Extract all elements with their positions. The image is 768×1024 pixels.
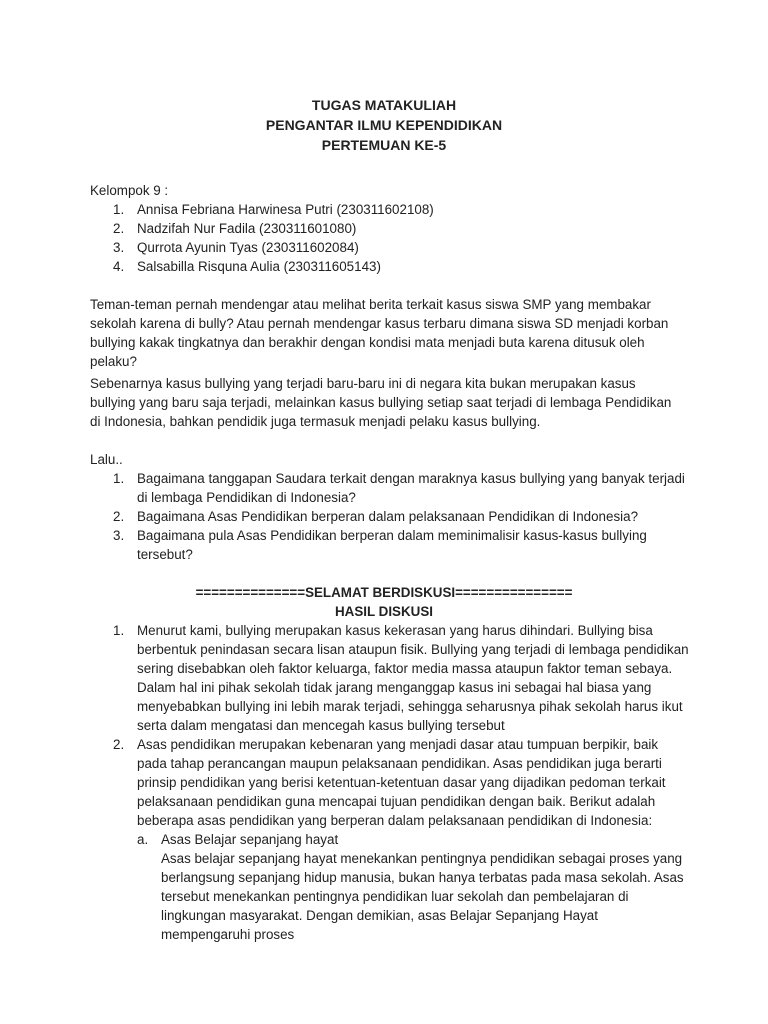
list-number: 3.	[113, 528, 125, 543]
list-item	[90, 526, 690, 564]
list-item	[90, 219, 690, 238]
sub-item-title: Asas Belajar sepanjang hayat	[161, 832, 339, 847]
intro-paragraph-2: Sebenarnya kasus bullying yang terjadi baru-baru ini di negara kita bukan merupakan kasus bullying yang baru saja terjadi, melainkan kasus bullying setiap saat terjadi di lembaga Pendidikan di Indonesia, bahkan pendidik juga termasuk menjadi pelaku kasus bullying.	[90, 376, 672, 429]
discussion-text: Menurut kami, bullying merupakan kasus kekerasan yang harus dihindari. Bullying bisa berbentuk penindasan secara lisan ataupun fisik. Bullying yang terjadi di lembaga pendidikan sering disebabkan oleh faktor keluarga, faktor media massa ataupun faktor teman sebaya. Dalam hal ini pihak sekolah tidak jarang menganggap kasus ini sebagai hal biasa yang menyebabkan bullying ini lebih marak terjadi, sehingga seharusnya pihak sekolah harus ikut serta dalam mengatasi dan mencegah kasus bullying tersebut	[137, 623, 689, 733]
list-item	[90, 257, 690, 276]
list-number: 1.	[113, 202, 125, 217]
question-text: Bagaimana pula Asas Pendidikan berperan dalam meminimalisir kasus-kasus bullying tersebut?	[137, 528, 647, 562]
questions-label: Lalu..	[90, 452, 123, 467]
member-name: Salsabilla Risquna Aulia (230311605143)	[137, 259, 381, 274]
group-label: Kelompok 9 :	[90, 183, 169, 198]
title-line-1: TUGAS MATAKULIAH	[311, 97, 457, 113]
intro-paragraph-1: Teman-teman pernah mendengar atau melihat berita terkait kasus siswa SMP yang membakar sekolah karena di bully? Atau pernah mendengar kasus terbaru dimana siswa SD menjadi korban bullying kakak tingkatnya dan berakhir dengan kondisi mata menjadi buta karena ditusuk oleh pelaku?	[90, 297, 669, 369]
sub-list-letter: a.	[137, 832, 149, 847]
member-name: Nadzifah Nur Fadila (230311601080)	[137, 221, 357, 236]
title-line-3: PERTEMUAN KE-5	[321, 137, 447, 153]
list-number: 2.	[113, 737, 125, 752]
document-title	[0, 95, 768, 155]
discussion-list	[90, 621, 690, 944]
title-line-2: PENGANTAR ILMU KEPENDIDIKAN	[265, 117, 503, 133]
discussion-heading: HASIL DISKUSI	[335, 604, 433, 619]
member-list	[90, 200, 690, 276]
list-item	[90, 507, 690, 526]
list-number: 1.	[113, 623, 125, 638]
list-number: 2.	[113, 221, 125, 236]
sub-item-text: Asas belajar sepanjang hayat menekankan pentingnya pendidikan sebagai proses yang berlangsung sepanjang hidup manusia, bukan hanya terbatas pada masa sekolah. Asas tersebut menekankan pentingnya pendidikan luar sekolah dan pembelajaran di lingkungan masyarakat. Dengan demikian, asas Belajar Sepanjang Hayat mempengaruhi proses	[161, 851, 684, 942]
list-item	[90, 621, 690, 735]
list-number: 4.	[113, 259, 125, 274]
discussion-banner: ==============SELAMAT BERDISKUSI===============	[195, 585, 573, 600]
member-name: Qurrota Ayunin Tyas (230311602084)	[137, 240, 359, 255]
list-item	[90, 200, 690, 219]
list-number: 1.	[113, 471, 125, 486]
member-name: Annisa Febriana Harwinesa Putri (230311602108)	[137, 202, 434, 217]
question-text: Bagaimana Asas Pendidikan berperan dalam pelaksanaan Pendidikan di Indonesia?	[137, 509, 639, 524]
list-item	[90, 469, 690, 507]
discussion-text: Asas pendidikan merupakan kebenaran yang menjadi dasar atau tumpuan berpikir, baik pada tahap perancangan maupun pelaksanaan pendidikan. Asas pendidikan juga berarti prinsip pendidikan yang berisi ketentuan-ketentuan dasar yang dijadikan pedoman terkait pelaksanaan pendidikan guna mencapai tujuan pendidikan dengan baik. Berikut adalah beberapa asas pendidikan yang berperan dalam pelaksanaan pendidikan di Indonesia:	[137, 737, 666, 828]
sub-list-item	[137, 830, 690, 944]
list-number: 3.	[113, 240, 125, 255]
list-number: 2.	[113, 509, 125, 524]
question-list	[90, 469, 690, 564]
list-item	[90, 735, 690, 944]
list-item	[90, 238, 690, 257]
question-text: Bagaimana tanggapan Saudara terkait dengan maraknya kasus bullying yang banyak terjadi di lembaga Pendidikan di Indonesia?	[137, 471, 685, 505]
